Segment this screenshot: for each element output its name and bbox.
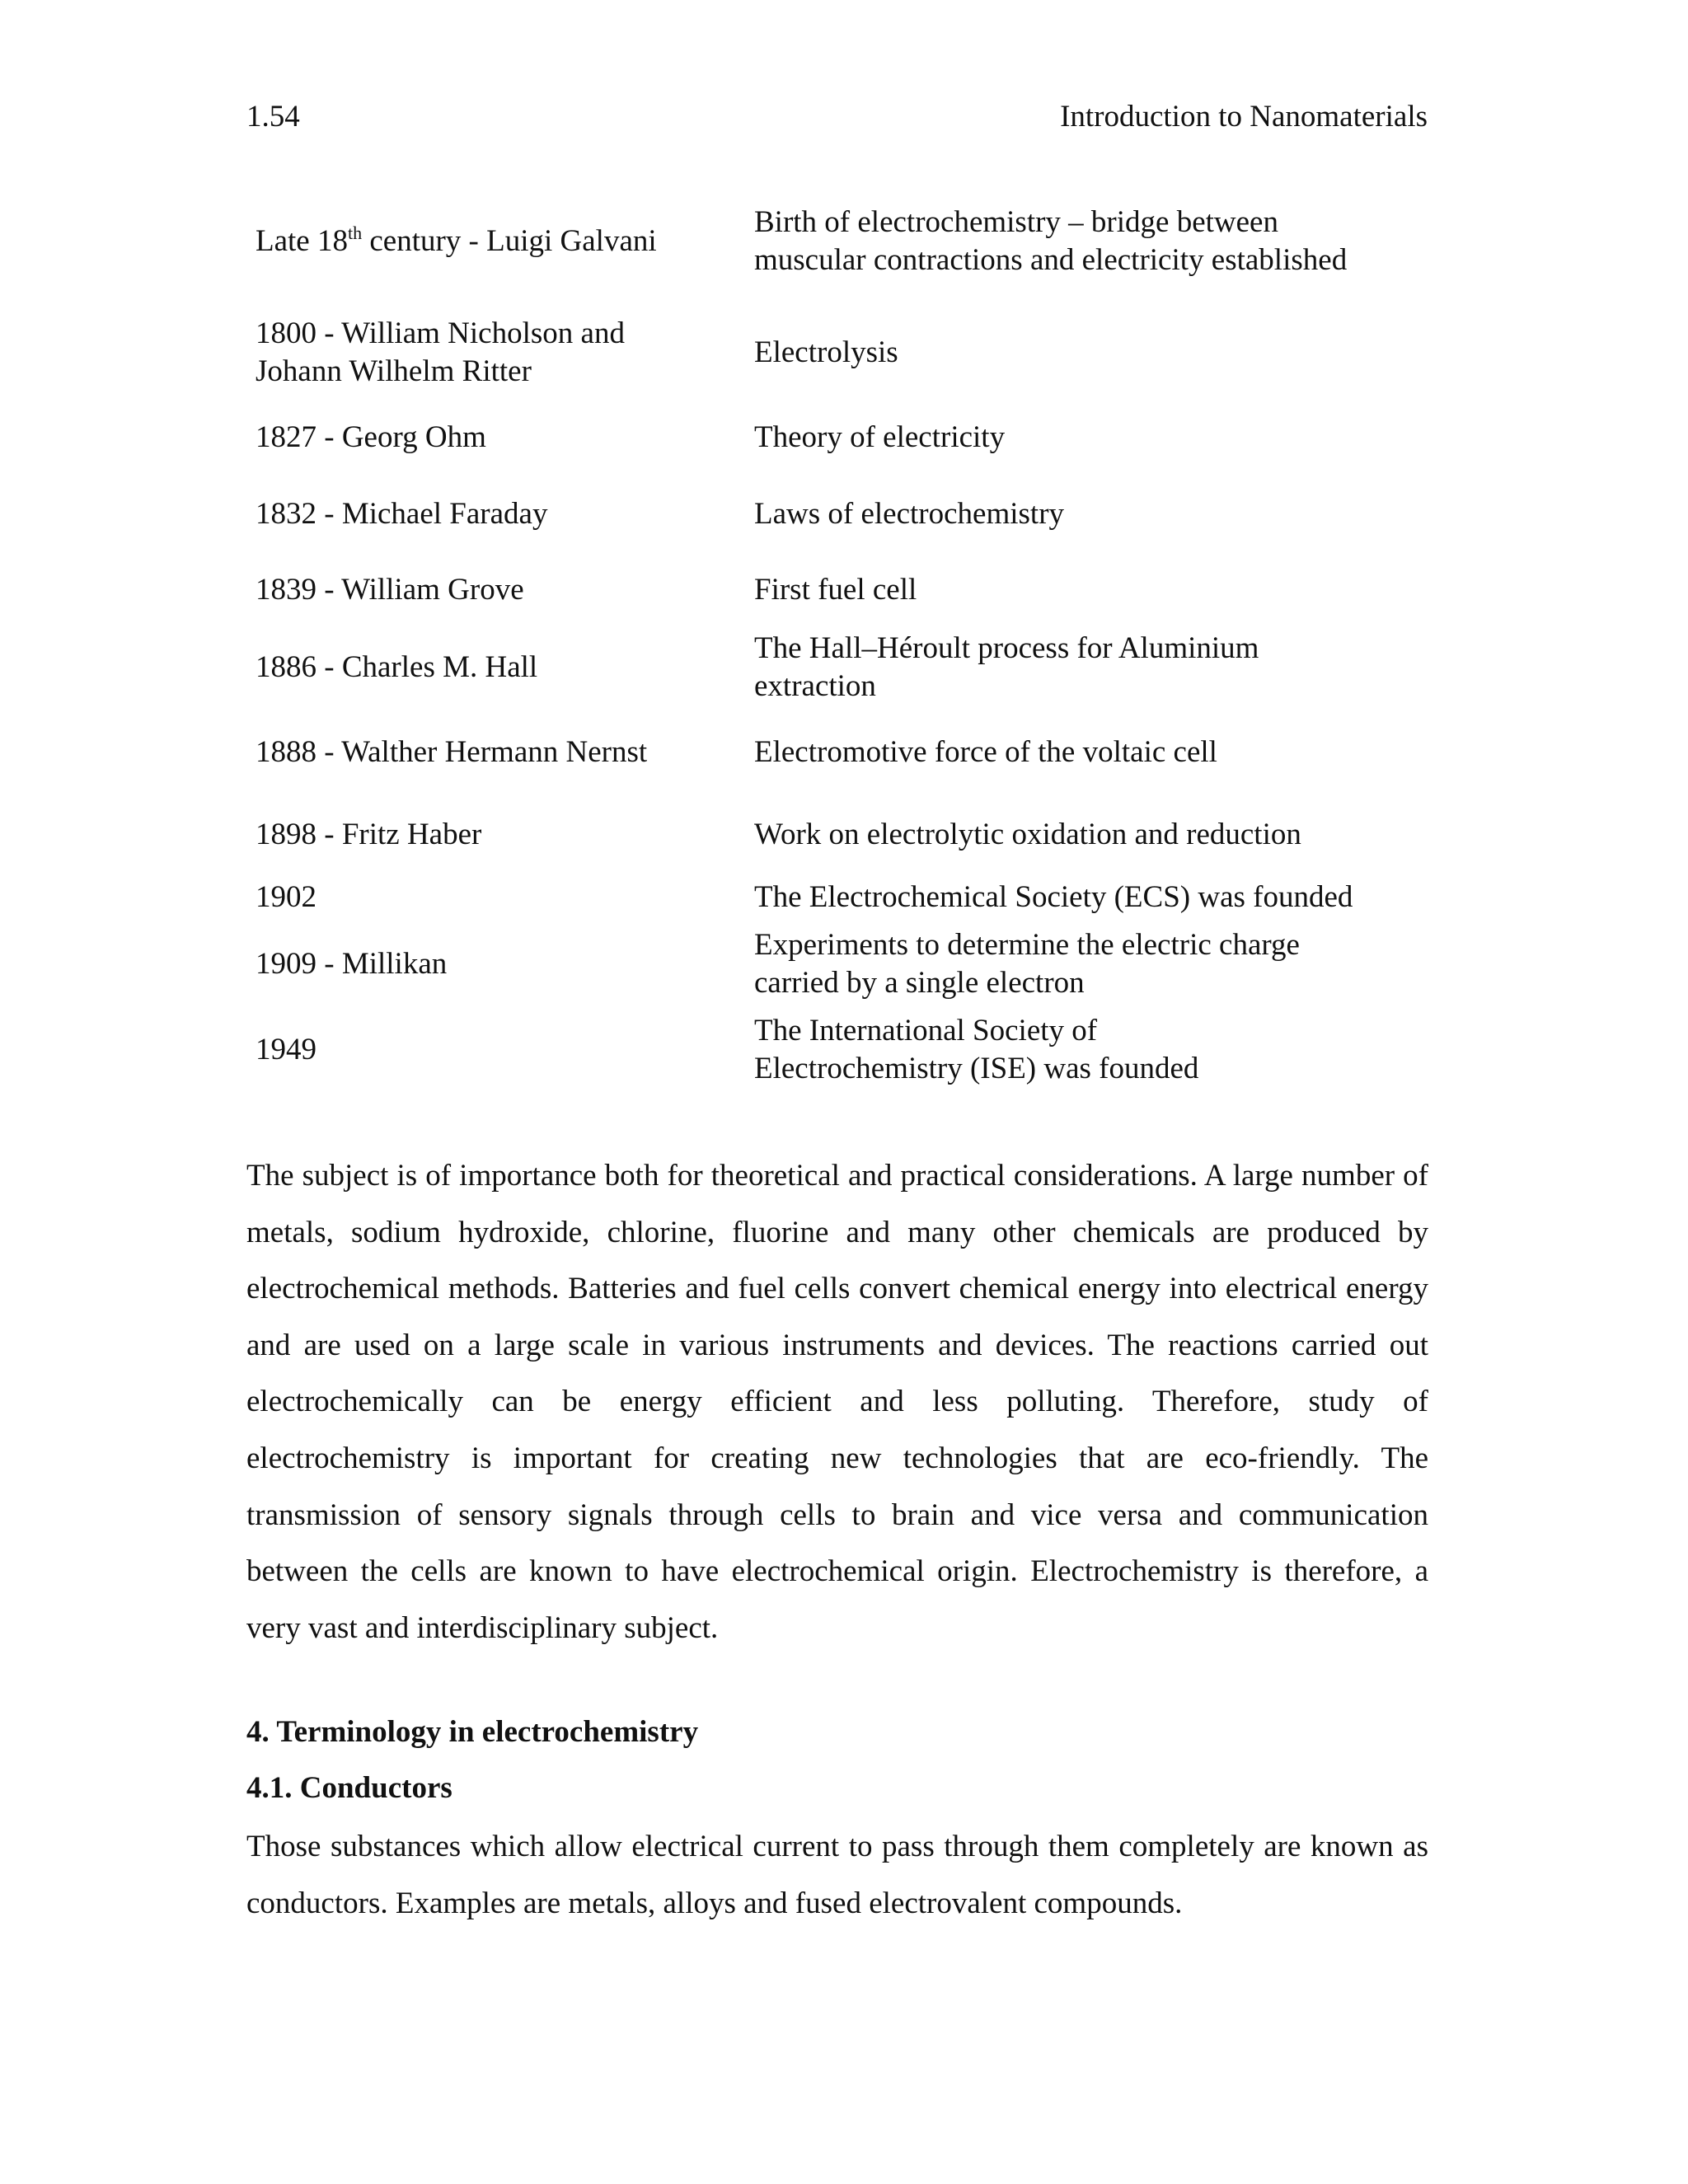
timeline-description: Experiments to determine the electric charge carried by a single electron	[754, 928, 1300, 1000]
timeline-description: Birth of electrochemistry – bridge between muscular contractions and electricity established	[754, 205, 1348, 277]
timeline-event: 1898 - Fritz Haber	[256, 818, 482, 851]
timeline-event: 1902	[256, 880, 316, 914]
section-heading: 4. Terminology in electrochemistry	[246, 1715, 699, 1749]
subsection-heading: 4.1. Conductors	[246, 1771, 452, 1805]
timeline-row	[256, 815, 1428, 855]
timeline-description: Theory of electricity	[754, 420, 1006, 454]
timeline-event: 1886 - Charles M. Hall	[256, 650, 538, 684]
timeline-row	[256, 313, 1428, 392]
timeline-description: Work on electrolytic oxidation and reduction	[754, 818, 1301, 851]
timeline-description: The Hall–Héroult process for Aluminium extraction	[754, 631, 1259, 703]
timeline-row	[256, 418, 1428, 457]
page-header	[246, 97, 1428, 137]
timeline-event: 1909 - Millikan	[256, 947, 448, 981]
timeline-event: 1827 - Georg Ohm	[256, 420, 486, 454]
timeline-row	[256, 628, 1428, 707]
timeline-event: 1839 - William Grove	[256, 573, 524, 607]
timeline-description: Laws of electrochemistry	[754, 497, 1065, 531]
timeline-event: Late 18th century - Luigi Galvani	[256, 223, 657, 258]
timeline-event: 1800 - William Nicholson and Johann Wilhelm Ritter	[256, 316, 625, 388]
page-number: 1.54	[246, 100, 300, 134]
timeline-row	[256, 570, 1428, 610]
timeline-row	[256, 1010, 1428, 1090]
timeline-description: The Electrochemical Society (ECS) was founded	[754, 880, 1353, 914]
timeline-row	[256, 878, 1428, 917]
timeline-event: 1832 - Michael Faraday	[256, 497, 548, 531]
body-paragraph-conductors: Those substances which allow electrical current to pass through them completely are known as conductors. Examples are metals, alloys and fused electrovalent compounds.	[246, 1830, 1428, 1920]
timeline-description: The International Society of Electrochemistry (ISE) was founded	[754, 1014, 1199, 1085]
timeline-row	[256, 733, 1428, 772]
timeline-row	[256, 202, 1428, 281]
timeline-description: Electromotive force of the voltaic cell	[754, 735, 1217, 769]
body-paragraph: The subject is of importance both for theoretical and practical considerations. A large number of metals, sodium hydroxide, chlorine, fluorine and many other chemicals are produced by electrochemical methods. Batteries and fuel cells convert chemical energy into electrical energy and are used on a large scale in various instruments and devices. The reactions carried out electrochemically can be energy efficient and less polluting. Therefore, study of electrochemistry is important for creating new technologies that are eco-friendly. The transmission of sensory signals through cells to brain and vice versa and communication between the cells are known to have electrochemical origin. Electrochemistry is therefore, a very vast and interdisciplinary subject.	[246, 1159, 1428, 1645]
timeline-event: 1949	[256, 1033, 316, 1066]
timeline-description: First fuel cell	[754, 573, 917, 607]
timeline-event: 1888 - Walther Hermann Nernst	[256, 735, 648, 769]
running-title: Introduction to Nanomaterials	[1060, 100, 1428, 134]
superscript-th: th	[347, 223, 363, 243]
timeline-row	[256, 925, 1428, 1004]
timeline-description: Electrolysis	[754, 335, 898, 369]
timeline-row	[256, 494, 1428, 534]
